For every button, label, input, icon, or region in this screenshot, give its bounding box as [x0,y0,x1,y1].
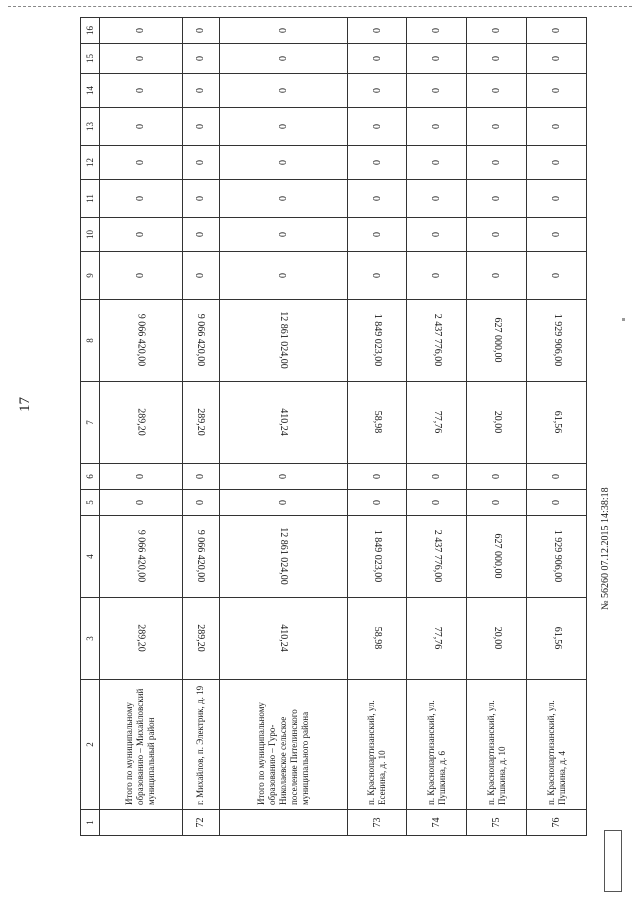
area-cell: 289,20 [100,382,183,464]
value-cell: 0 [100,218,183,252]
value-cell: 0 [100,490,183,516]
table-row [219,18,347,836]
table-row [182,18,219,836]
column-header: 5 [81,490,100,516]
value-cell: 0 [467,108,527,146]
value-cell: 0 [527,464,587,490]
value-cell: 0 [182,44,219,74]
area-cell: 61,56 [527,382,587,464]
cost-cell: 1 849 023,00 [347,516,407,598]
value-cell: 0 [100,146,183,180]
cost-cell: 627 000,00 [467,300,527,382]
scan-mark [622,318,625,321]
value-cell: 0 [467,218,527,252]
value-cell: 0 [407,44,467,74]
column-header: 13 [81,108,100,146]
value-cell: 0 [182,18,219,44]
address-cell: г. Михайлов, п. Электрик, д. 19 [182,680,219,810]
value-cell: 0 [527,490,587,516]
value-cell: 0 [467,18,527,44]
address-cell: п. Краснопартизанский, ул. Пушкина, д. 4 [527,680,587,810]
footer-stamp-text: № 56260 07.12.2015 14:38:18 [600,487,611,610]
area-cell: 58,98 [347,598,407,680]
table-row [467,18,527,836]
address-cell: п. Краснопартизанский, ул. Есенина, д. 10 [347,680,407,810]
value-cell: 0 [100,252,183,300]
value-cell: 0 [100,108,183,146]
value-cell: 0 [347,146,407,180]
value-cell: 0 [527,44,587,74]
address-cell: Итого по муниципальному образованию – Михайловский муниципальный район [100,680,183,810]
cost-cell: 627 000,00 [467,516,527,598]
value-cell: 0 [347,44,407,74]
address-cell: Итого по муниципальному образованию – Гуро-Николаевское сельское поселение Пителинского муниципального района [219,680,347,810]
column-header: 15 [81,44,100,74]
value-cell: 0 [100,464,183,490]
value-cell: 0 [527,218,587,252]
address-cell: п. Краснопартизанский, ул. Пушкина, д. 6 [407,680,467,810]
value-cell: 0 [347,18,407,44]
cost-cell: 2 437 776,00 [407,516,467,598]
column-header: 11 [81,180,100,218]
area-cell: 410,24 [219,382,347,464]
value-cell: 0 [219,490,347,516]
value-cell: 0 [219,218,347,252]
cost-cell: 1 929 906,00 [527,516,587,598]
value-cell: 0 [527,146,587,180]
value-cell: 0 [182,146,219,180]
value-cell: 0 [182,180,219,218]
value-cell: 0 [467,252,527,300]
column-header: 12 [81,146,100,180]
value-cell: 0 [182,490,219,516]
value-cell: 0 [407,218,467,252]
area-cell: 289,20 [182,382,219,464]
data-table [80,17,587,836]
value-cell: 0 [100,74,183,108]
area-cell: 58,98 [347,382,407,464]
value-cell: 0 [219,464,347,490]
value-cell: 0 [219,180,347,218]
column-header: 3 [81,598,100,680]
area-cell: 61,56 [527,598,587,680]
value-cell: 0 [347,180,407,218]
area-cell: 77,76 [407,598,467,680]
column-header: 14 [81,74,100,108]
value-cell: 0 [407,490,467,516]
value-cell: 0 [467,464,527,490]
rotated-table-container [80,18,587,836]
value-cell: 0 [467,44,527,74]
value-cell: 0 [467,74,527,108]
value-cell: 0 [100,18,183,44]
value-cell: 0 [219,74,347,108]
value-cell: 0 [407,180,467,218]
value-cell: 0 [219,18,347,44]
column-header: 6 [81,464,100,490]
table-row [100,18,183,836]
value-cell: 0 [347,108,407,146]
column-header: 9 [81,252,100,300]
value-cell: 0 [407,74,467,108]
value-cell: 0 [407,146,467,180]
value-cell: 0 [347,218,407,252]
area-cell: 410,24 [219,598,347,680]
row-number-cell [100,810,183,836]
value-cell: 0 [219,252,347,300]
table-row [407,18,467,836]
value-cell: 0 [347,74,407,108]
value-cell: 0 [527,108,587,146]
value-cell: 0 [407,464,467,490]
cost-cell: 1 929 906,00 [527,300,587,382]
value-cell: 0 [219,108,347,146]
table-body [100,18,587,836]
table-row [527,18,587,836]
value-cell: 0 [527,18,587,44]
column-header: 10 [81,218,100,252]
value-cell: 0 [182,108,219,146]
area-cell: 20,00 [467,382,527,464]
cost-cell: 9 066 420,00 [100,300,183,382]
column-header: 4 [81,516,100,598]
value-cell: 0 [527,180,587,218]
value-cell: 0 [467,490,527,516]
value-cell: 0 [182,464,219,490]
value-cell: 0 [407,108,467,146]
column-header: 7 [81,382,100,464]
column-header: 8 [81,300,100,382]
value-cell: 0 [467,180,527,218]
cost-cell: 9 066 420,00 [182,300,219,382]
page-number: 17 [17,397,33,412]
value-cell: 0 [182,252,219,300]
column-header: 1 [81,810,100,836]
value-cell: 0 [527,74,587,108]
barcode-stamp [604,830,622,892]
value-cell: 0 [182,218,219,252]
table-row [347,18,407,836]
column-header: 16 [81,18,100,44]
value-cell: 0 [100,180,183,218]
row-number-cell: 75 [467,810,527,836]
value-cell: 0 [219,44,347,74]
cost-cell: 1 849 023,00 [347,300,407,382]
row-number-cell [219,810,347,836]
cost-cell: 12 861 024,00 [219,516,347,598]
value-cell: 0 [407,18,467,44]
value-cell: 0 [347,490,407,516]
cost-cell: 9 066 420,00 [182,516,219,598]
address-cell: п. Краснопартизанский, ул. Пушкина, д. 10 [467,680,527,810]
area-cell: 289,20 [182,598,219,680]
row-number-cell: 73 [347,810,407,836]
value-cell: 0 [182,74,219,108]
cost-cell: 12 861 024,00 [219,300,347,382]
column-header: 2 [81,680,100,810]
value-cell: 0 [467,146,527,180]
row-number-cell: 76 [527,810,587,836]
value-cell: 0 [347,464,407,490]
value-cell: 0 [219,146,347,180]
value-cell: 0 [100,44,183,74]
cost-cell: 2 437 776,00 [407,300,467,382]
top-border-line [8,6,632,7]
row-number-cell: 74 [407,810,467,836]
value-cell: 0 [347,252,407,300]
header-row [81,18,100,836]
cost-cell: 9 066 420,00 [100,516,183,598]
value-cell: 0 [407,252,467,300]
row-number-cell: 72 [182,810,219,836]
area-cell: 289,20 [100,598,183,680]
area-cell: 77,76 [407,382,467,464]
value-cell: 0 [527,252,587,300]
area-cell: 20,00 [467,598,527,680]
